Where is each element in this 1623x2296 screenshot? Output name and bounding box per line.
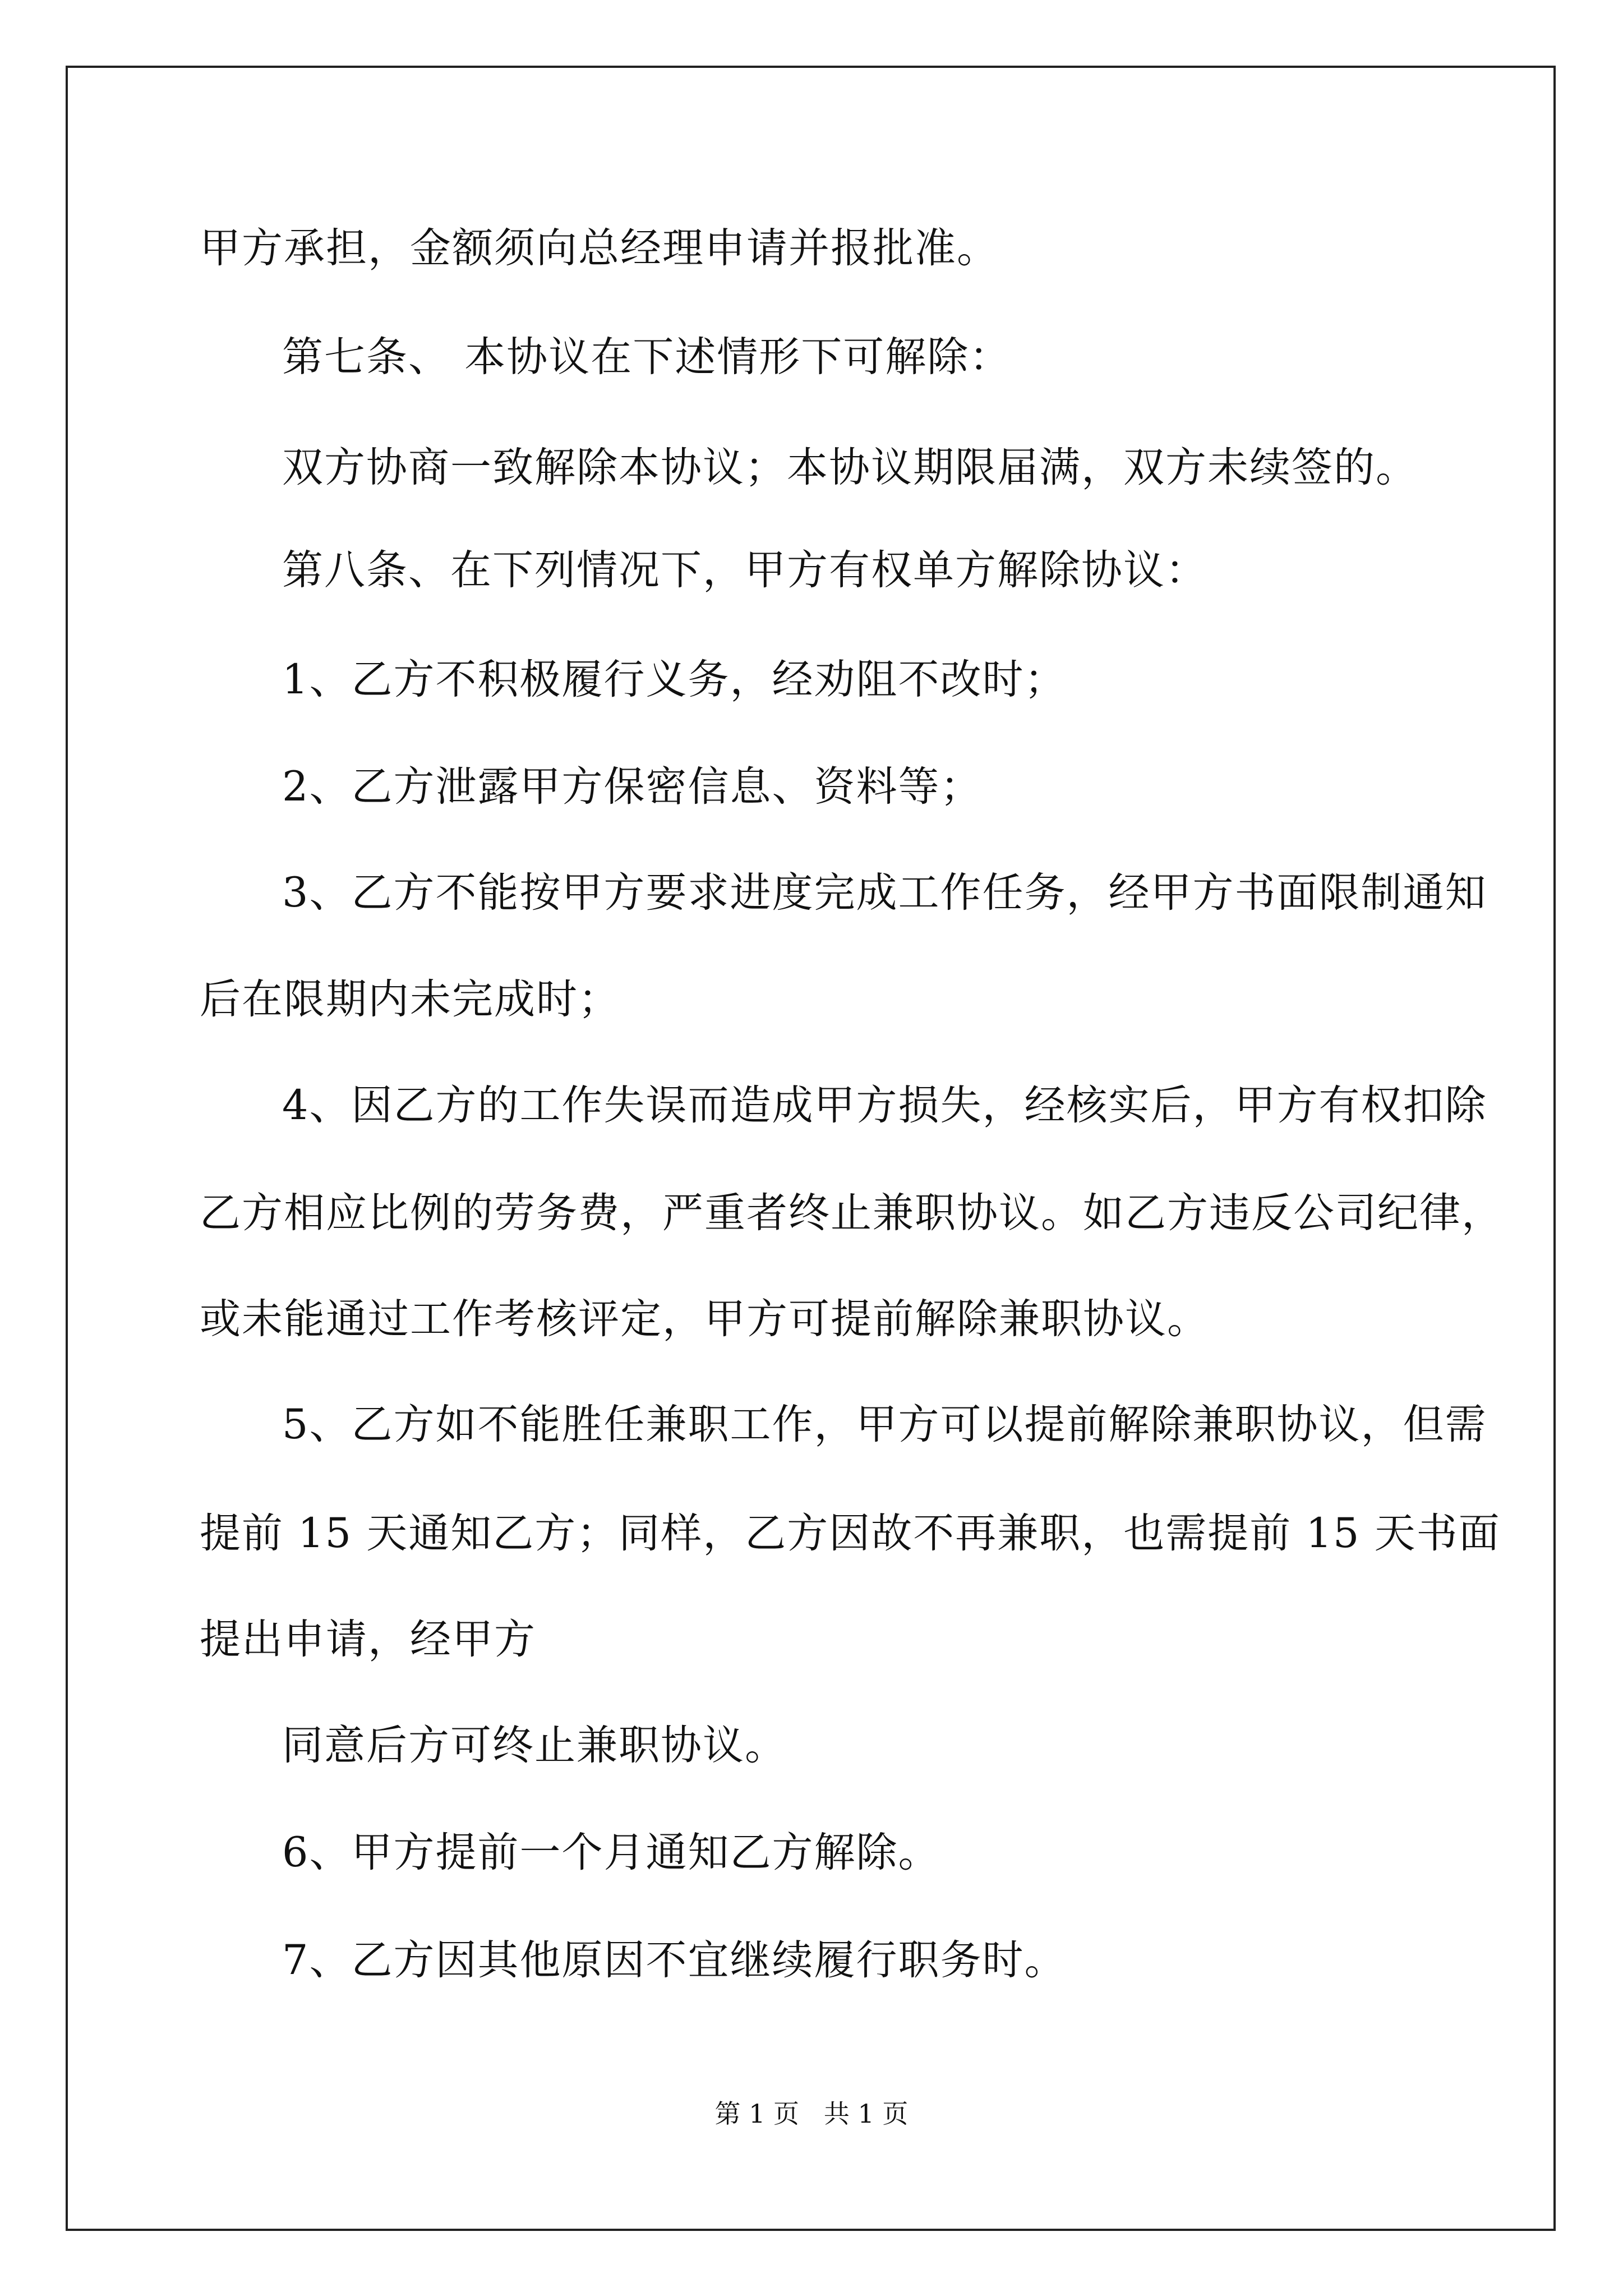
text-line: 1、乙方不积极履行义务，经劝阻不改时； bbox=[282, 656, 1067, 703]
text-line: 7、乙方因其他原因不宜继续履行职务时。 bbox=[282, 1936, 1067, 1984]
text-line: 乙方相应比例的劳务费，严重者终止兼职协议。如乙方违反公司纪律， bbox=[200, 1189, 1504, 1237]
text-line: 2、乙方泄露甲方保密信息、资料等； bbox=[282, 763, 983, 811]
text-line: 5、乙方如不能胜任兼职工作，甲方可以提前解除兼职协议，但需 bbox=[282, 1401, 1487, 1448]
text-line: 提前 15 天通知乙方；同样，乙方因故不再兼职，也需提前 15 天书面 bbox=[200, 1510, 1501, 1557]
page-number-footer: 第 1 页 共 1 页 bbox=[714, 2099, 909, 2129]
text-line: 3、乙方不能按甲方要求进度完成工作任务，经甲方书面限制通知 bbox=[282, 869, 1487, 917]
text-line: 6、甲方提前一个月通知乙方解除。 bbox=[282, 1829, 940, 1876]
page-border bbox=[66, 66, 1556, 2231]
text-line: 后在限期内未完成时； bbox=[200, 976, 620, 1023]
text-line: 4、因乙方的工作失误而造成甲方损失，经核实后，甲方有权扣除 bbox=[282, 1082, 1487, 1129]
text-line: 甲方承担，金额须向总经理申请并报批准。 bbox=[200, 224, 999, 272]
text-line: 第八条、在下列情况下，甲方有权单方解除协议： bbox=[282, 546, 1207, 594]
text-line: 提出申请，经甲方 bbox=[200, 1616, 536, 1663]
text-line: 第七条、 本协议在下述情形下可解除： bbox=[282, 333, 1012, 381]
text-line: 同意后方可终止兼职协议。 bbox=[282, 1722, 787, 1769]
text-line: 或未能通过工作考核评定，甲方可提前解除兼职协议。 bbox=[200, 1295, 1209, 1343]
text-line: 双方协商一致解除本协议；本协议期限届满，双方未续签的。 bbox=[282, 444, 1418, 491]
